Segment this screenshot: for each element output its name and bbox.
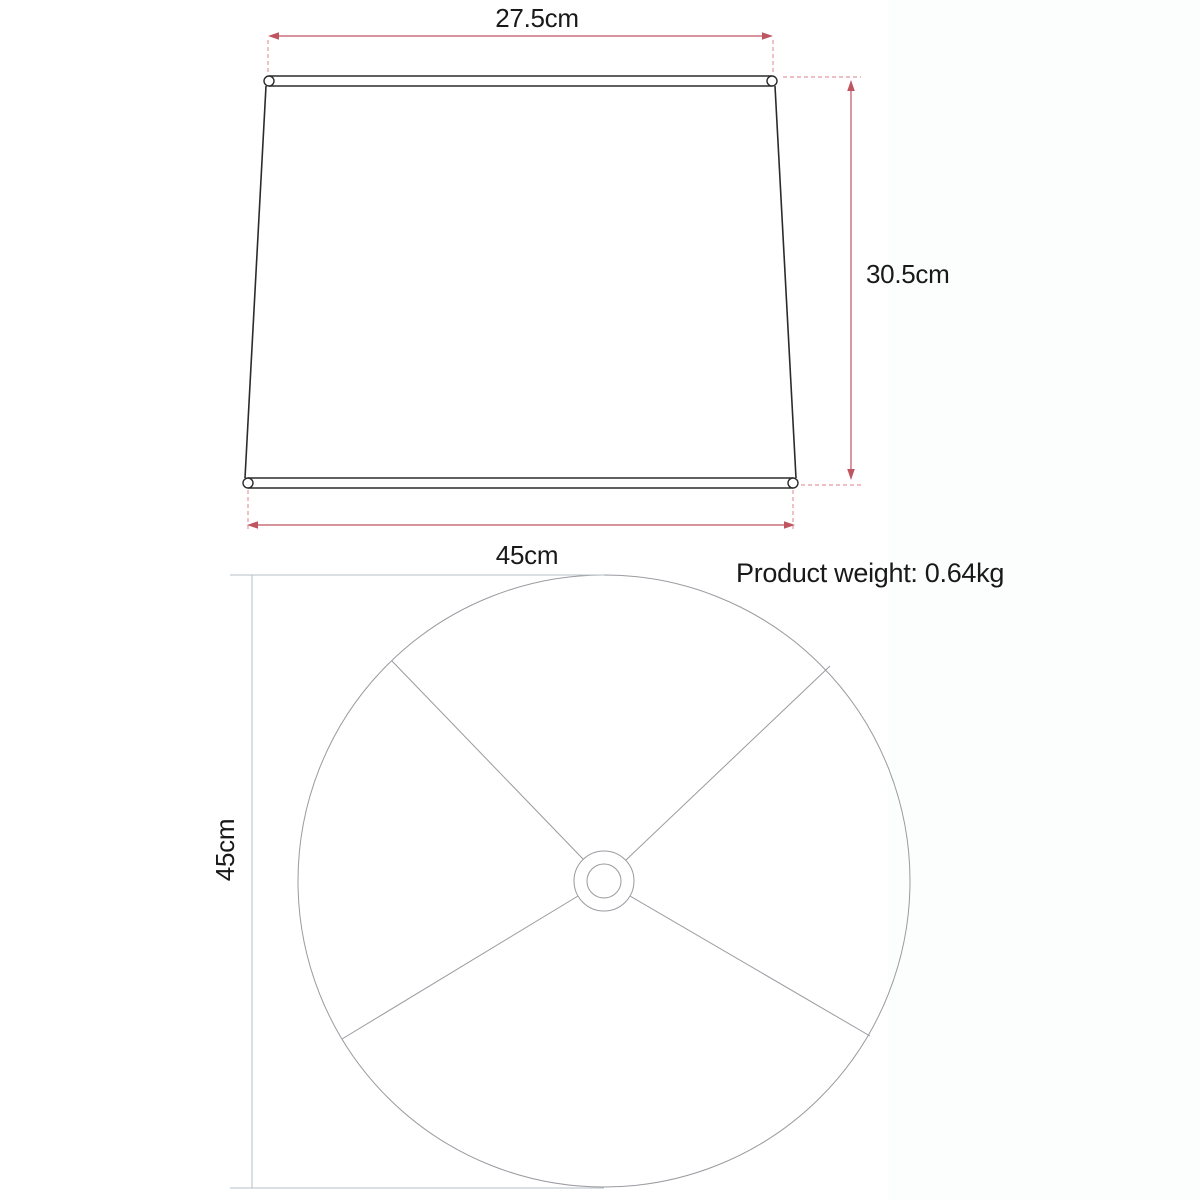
bottom-rim xyxy=(243,478,798,488)
height-label: 30.5cm xyxy=(866,259,950,289)
arrow-left-icon xyxy=(268,32,279,40)
plan-diameter-dimension xyxy=(210,575,604,1188)
arrow-down-icon xyxy=(847,469,855,480)
arrow-left-icon xyxy=(247,521,258,529)
top-width-label: 27.5cm xyxy=(495,3,579,33)
spoke-upper-left xyxy=(392,661,583,859)
spoke-lower-right xyxy=(630,896,870,1036)
shade-outline-circle xyxy=(298,575,910,1187)
bottom-rim-right-fitting xyxy=(788,478,798,488)
product-weight-label: Product weight: 0.64kg xyxy=(736,558,1005,588)
arrow-right-icon xyxy=(762,32,773,40)
top-width-dimension xyxy=(268,3,773,72)
height-dimension xyxy=(783,77,949,485)
plan-view xyxy=(210,575,910,1188)
bottom-width-label: 45cm xyxy=(495,540,559,570)
spoke-upper-right xyxy=(626,666,830,860)
side-view xyxy=(243,3,949,570)
centre-ring-inner xyxy=(587,864,621,898)
bottom-rim-left-fitting xyxy=(243,478,253,488)
shade-left-edge xyxy=(245,86,266,478)
top-rim-right-fitting xyxy=(767,76,777,86)
top-rim xyxy=(264,76,777,86)
plan-diameter-label: 45cm xyxy=(210,818,240,882)
bottom-width-dimension xyxy=(247,490,795,570)
centre-ring-outer xyxy=(574,851,634,911)
shade-right-edge xyxy=(775,86,796,478)
top-rim-left-fitting xyxy=(264,76,274,86)
arrow-up-icon xyxy=(847,80,855,91)
spoke-lower-left xyxy=(342,896,578,1039)
